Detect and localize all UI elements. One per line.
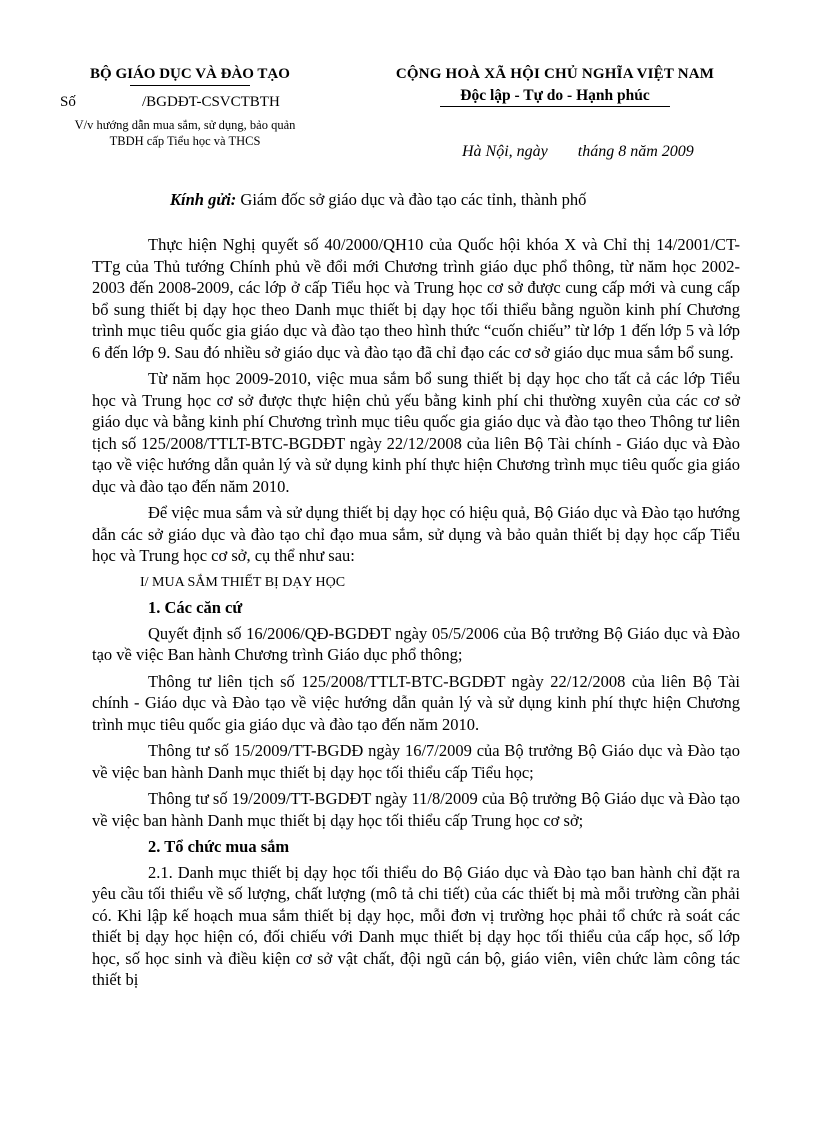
- paragraph: Thực hiện Nghị quyết số 40/2000/QH10 của Quốc hội khóa X và Chỉ thị 14/2001/CT-TTg của Thủ tướng Chính phủ về đổi mới Chương trình giáo dục phổ thông, từ năm học 2002-2003 đến 2008-2009, các lớp ở cấp Tiểu học và Trung học cơ sở được cung cấp mới và cung cấp bổ sung thiết bị dạy học theo Danh mục thiết bị dạy học tối thiểu bằng nguồn kinh phí Chương trình mục tiêu quốc gia giáo dục và đào tạo theo hình thức “cuốn chiếu” từ lớp 1 đến lớp 5 và lớp 6 đến lớp 9. Sau đó nhiều sở giáo dục và đào tạo đã chỉ đạo các cơ sở giáo dục mua sắm bổ sung.: [92, 235, 740, 362]
- paragraph: Thông tư liên tịch số 125/2008/TTLT-BTC-BGDĐT ngày 22/12/2008 của liên Bộ Tài chính - Giáo dục và Đào tạo về việc hướng dẫn quản lý và sử dụng kinh phí thực hiện Chương trình mục tiêu quốc gia giáo dục và đào tạo đến năm 2010.: [92, 671, 740, 734]
- paragraph: Để việc mua sắm và sử dụng thiết bị dạy học có hiệu quả, Bộ Giáo dục và Đào tạo hướng dẫn các sở giáo dục và đào tạo chỉ đạo mua sắm, sử dụng và bảo quản thiết bị dạy học cấp Tiểu học và Trung học cơ sở, cụ thể như sau:: [92, 503, 740, 565]
- date-month-year: tháng 8 năm 2009: [577, 143, 694, 160]
- addressee-line: [170, 190, 586, 210]
- paragraph: Thông tư số 19/2009/TT-BGDĐT ngày 11/8/2009 của Bộ trưởng Bộ Giáo dục và Đào tạo về việc ban hành Danh mục thiết bị dạy học tối thiểu cấp Trung học cơ sở;: [92, 789, 740, 830]
- document-number-prefix: Số: [60, 94, 76, 110]
- republic-name: CỘNG HOÀ XÃ HỘI CHỦ NGHĨA VIỆT NAM: [395, 66, 715, 82]
- addressee-label: Kính gửi:: [170, 190, 237, 209]
- section-title: I/ MUA SẮM THIẾT BỊ DẠY HỌC: [140, 574, 346, 590]
- document-body: [92, 234, 740, 996]
- motto-underline: [440, 106, 670, 107]
- date-place: Hà Nội, ngày: [462, 143, 548, 160]
- header-right: [345, 66, 765, 107]
- paragraph: Thông tư số 15/2009/TT-BGDĐ ngày 16/7/2009 của Bộ trưởng Bộ Giáo dục và Đào tạo về việc ban hành Danh mục thiết bị dạy học tối thiểu cấp Tiểu học;: [92, 741, 740, 782]
- document-subject: V/v hướng dẫn mua sắm, sử dụng, bảo quản TBDH cấp Tiểu học và THCS: [74, 118, 296, 148]
- header-left: [60, 66, 360, 149]
- paragraph: Quyết định số 16/2006/QĐ-BGDĐT ngày 05/5/2006 của Bộ trưởng Bộ Giáo dục và Đào tạo về việc Ban hành Chương trình Giáo dục phổ thông;: [92, 623, 740, 664]
- paragraph: 2.1. Danh mục thiết bị dạy học tối thiểu do Bộ Giáo dục và Đào tạo ban hành chỉ đặt ra yêu cầu tối thiểu về số lượng, chất lượng (mô tả chi tiết) của các thiết bị mà mỗi trường cần phải có. Khi lập kế hoạch mua sắm thiết bị dạy học, mỗi đơn vị trường học phải tổ chức rà soát các thiết bị dạy học hiện có, đối chiếu với Danh mục thiết bị dạy học tối thiểu của cấp học, số lớp học, số học sinh và điều kiện cơ sở vật chất, đội ngũ cán bộ, giáo viên, viên chức làm công tác thiết bị: [92, 862, 740, 989]
- ministry-name: BỘ GIÁO DỤC VÀ ĐÀO TẠO: [90, 66, 290, 82]
- national-motto: Độc lập - Tự do - Hạnh phúc: [460, 87, 650, 104]
- document-number: [60, 94, 360, 111]
- ministry-underline: [130, 85, 250, 86]
- paragraph: Từ năm học 2009-2010, việc mua sắm bổ sung thiết bị dạy học cho tất cả các lớp Tiểu học và Trung học cơ sở được thực hiện chủ yếu bằng kinh phí chi thường xuyên của các cơ sở giáo dục và bằng kinh phí Chương trình mục tiêu quốc gia giáo dục và đào tạo theo Thông tư liên tịch số 125/2008/TTLT-BTC-BGDĐT ngày 22/12/2008 của liên Bộ Tài chính - Giáo dục và Đào tạo về việc hướng dẫn quản lý và sử dụng kinh phí thực hiện Chương trình mục tiêu quốc gia giáo dục và đào tạo đến năm 2010.: [92, 369, 740, 496]
- subsection-title: 2. Tổ chức mua sắm: [148, 837, 290, 856]
- addressee-text: Giám đốc sở giáo dục và đào tạo các tỉnh, thành phố: [240, 190, 587, 209]
- document-number-code: /BGDĐT-CSVCTBTH: [142, 94, 280, 110]
- subsection-title: 1. Các căn cứ: [148, 598, 243, 617]
- dateline: [462, 143, 694, 161]
